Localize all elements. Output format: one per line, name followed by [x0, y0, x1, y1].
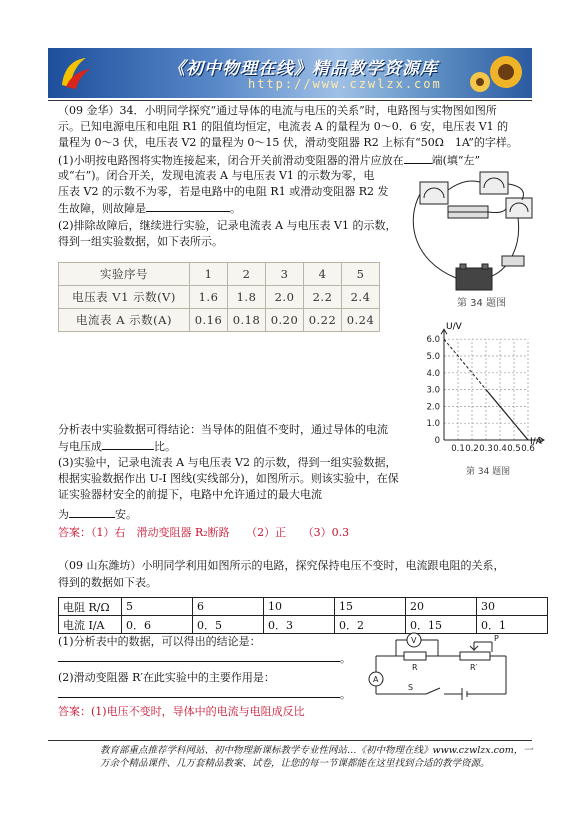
table-cell: 30: [477, 598, 548, 616]
table-cell: 1.8: [228, 286, 266, 309]
q2-part2: (2)滑动变阻器 R′在此实验中的主要作用是：: [58, 671, 275, 684]
table-cell: 6: [193, 598, 264, 616]
q1-part1-text-b: 端(填“左”: [431, 154, 481, 167]
y-tick-label: 0: [434, 436, 440, 446]
q1-analysis-text-b: 与电压成: [58, 440, 102, 453]
table-cell: 2.2: [304, 286, 342, 309]
q1-blank-3[interactable]: [102, 438, 154, 450]
table-header: 电阻 R/Ω: [59, 598, 122, 616]
table-header: 电流 I/A: [59, 616, 122, 634]
table-cell: 0．15: [406, 616, 477, 634]
table-cell: 0.22: [304, 309, 342, 332]
banner-title: 《初中物理在线》精品教学资源库: [168, 59, 438, 79]
q1-data-table: [58, 262, 380, 332]
table-cell: 2.0: [266, 286, 304, 309]
q1-part1-text-a: (1)小明按电路图将实物连接起来，闭合开关前滑动变阻器的滑片应放在: [58, 154, 404, 167]
y-tick-label: 3.0: [426, 385, 440, 396]
header-rule: [48, 100, 532, 101]
table-header: 5: [342, 263, 380, 286]
x-tick-label: 0.6: [521, 444, 535, 454]
q1-blank-2[interactable]: [146, 200, 230, 212]
q2-blank-1[interactable]: [58, 650, 340, 662]
table-header: 1: [190, 263, 228, 286]
q1-part1-text-e: 生故障，则故障是: [58, 202, 146, 215]
table-header: 实验序号: [59, 263, 190, 286]
site-logo-icon: [56, 53, 96, 93]
page-footer: [100, 744, 540, 770]
table-header: 4: [304, 263, 342, 286]
circuit-label-rp: R′: [470, 663, 478, 672]
q1-fig-caption: 第 34 题图: [457, 298, 507, 309]
q2-part2-blank-line: [58, 686, 351, 702]
table-cell: 2.4: [342, 286, 380, 309]
footer-line-1: 教育部重点推荐学科网站、初中物理新课标教学专业性网站…《初中物理在线》www.czwlzx.com，一: [100, 745, 533, 756]
table-cell: 1.6: [190, 286, 228, 309]
table-cell: 20: [406, 598, 477, 616]
q1-analysis-line-1: 分析表中实验数据可得结论：当导体的阻值不变时，通过导体的电流: [58, 423, 388, 436]
table-cell: 0.18: [228, 309, 266, 332]
q1-part2-line-1: (2)排除故障后，继续进行实验，记录电流表 A 与电压表 V1 的示数，: [58, 219, 397, 232]
q1-part3-line-2: 根据实验数据作出 U-I 图线(实线部分)，如图所示。则该实验中，在保: [58, 472, 399, 485]
table-cell: 0．6: [122, 616, 193, 634]
q2-blank-2[interactable]: [58, 686, 340, 698]
footer-rule: [48, 740, 532, 741]
q1-part3-line-3: 证实验器材安全的前提下，电路中允许通过的最大电流: [58, 488, 322, 501]
table-cell: 0.16: [190, 309, 228, 332]
q2-intro-line-1: （09 山东潍坊）小明同学利用如图所示的电路，探究保持电压不变时，电流跟电阻的关系，: [58, 559, 505, 572]
q1-part3-line-4: [58, 506, 137, 522]
ammeter-icon: [420, 182, 448, 204]
circuit-label-v: V: [411, 636, 417, 645]
q1-analysis-text-c: 比。: [154, 440, 176, 453]
q2-period-2: 。: [340, 688, 351, 701]
circuit-label-r: R: [412, 663, 418, 672]
resistor-icon: [404, 652, 426, 660]
table-header: 2: [228, 263, 266, 286]
table-cell: 10: [264, 598, 335, 616]
table-cell: 0.24: [342, 309, 380, 332]
q2-intro-line-2: 得到的数据如下表。: [58, 576, 157, 589]
switch-icon: [426, 688, 440, 694]
switch-icon: [502, 256, 524, 266]
table-cell: 5: [122, 598, 193, 616]
q2-data-table: [58, 597, 548, 634]
q1-part1-line-4: [58, 200, 241, 216]
x-tick-label: 0.3: [479, 444, 493, 454]
table-row: [59, 598, 548, 616]
y-axis-label: U/V: [446, 322, 462, 332]
slider-arrow-icon: [470, 642, 478, 650]
rheostat-icon: [460, 652, 490, 660]
table-cell: 0．3: [264, 616, 335, 634]
battery-icon: [456, 268, 492, 290]
q1-part1-line-3: 压表 V2 的示数不为零，若是电路中的电阻 R1 或滑动变阻器 R2 发: [58, 185, 389, 198]
table-cell: 电流表 A 示数(A): [59, 309, 190, 332]
q2-circuit-diagram: [366, 630, 516, 702]
q1-part3-text-d: 为: [58, 508, 69, 521]
sunflower-icon: [466, 52, 526, 94]
q1-line-2: 示。已知电源电压和电阻 R1 的阻值均恒定，电流表 A 的量程为 0～0．6 安，电压表 V1 的: [58, 120, 509, 133]
table-row: [59, 309, 380, 332]
footer-line-2: 万余个精品课件、几万套精品教案、试卷，让您的每一节课都能在这里找到合适的教学资源。: [100, 758, 490, 769]
q1-analysis-line-2: [58, 438, 176, 454]
q1-part1-line-2: 或“右”)。闭合开关，发现电流表 A 与电压表 V1 的示数为零，电: [58, 169, 375, 182]
x-tick-label: 0.4: [493, 444, 507, 454]
table-cell: 15: [335, 598, 406, 616]
circuit-label-a: A: [373, 675, 379, 684]
q2-answer: 答案：(1)电压不变时，导体中的电流与电阻成反比: [58, 705, 305, 718]
voltmeter-v1-icon: [506, 198, 532, 218]
q1-part2-line-2: 得到一组实验数据，如下表所示。: [58, 235, 223, 248]
x-tick-label: 0.1: [451, 444, 465, 454]
u-i-graph: [414, 322, 554, 482]
y-tick-label: 2.0: [426, 402, 440, 413]
x-axis-label: I/A: [530, 437, 542, 447]
q1-part3-text-e: 安。: [115, 508, 137, 521]
table-cell: 0.20: [266, 309, 304, 332]
y-tick-label: 1.0: [426, 419, 440, 430]
q2-part1: (1)分析表中的数据，可以得出的结论是：: [58, 635, 261, 648]
circuit-label-s: S: [408, 683, 414, 692]
y-tick-label: 5.0: [426, 352, 440, 362]
voltmeter-v2-icon: [480, 172, 508, 194]
table-cell: 0．1: [477, 616, 548, 634]
table-cell: 电压表 V1 示数(V): [59, 286, 190, 309]
table-cell: 0．2: [335, 616, 406, 634]
q2-part1-blank-line: [58, 650, 351, 666]
y-tick-label: 4.0: [426, 368, 440, 379]
q1-blank-4[interactable]: [69, 506, 115, 518]
table-cell: 0．5: [193, 616, 264, 634]
x-tick-label: 0.5: [507, 444, 521, 454]
q2-period-1: 。: [340, 652, 351, 665]
q1-part1-text-f: 。: [230, 202, 241, 215]
circuit-label-p: P: [494, 634, 499, 643]
u-i-line-solid: [486, 390, 528, 440]
x-tick-label: 0.2: [465, 444, 479, 454]
q1-part3-line-1: (3)实验中，记录电流表 A 与电压表 V2 的示数，得到一组实验数据，: [58, 456, 397, 469]
q1-line-3: 量程为 0～3 伏，电压表 V2 的量程为 0～15 伏，滑动变阻器 R2 上标有“50Ω 1A”的字样。: [58, 136, 518, 149]
banner-url[interactable]: http://www.czwlzx.com: [248, 77, 442, 91]
graph-caption: 第 34 题图: [466, 467, 511, 477]
table-row: [59, 263, 380, 286]
q1-apparatus-figure: [402, 160, 542, 310]
q1-answer: 答案：（1）右 滑动变阻器 R₂断路 （2）正 （3）0.3: [58, 526, 350, 539]
q1-line-1: （09 金华）34．小明同学探究“通过导体的电流与电压的关系”时，电路图与实物图如图所: [58, 104, 497, 117]
site-banner: [48, 48, 532, 98]
y-tick-label: 6.0: [426, 335, 440, 346]
table-row: [59, 286, 380, 309]
table-header: 3: [266, 263, 304, 286]
